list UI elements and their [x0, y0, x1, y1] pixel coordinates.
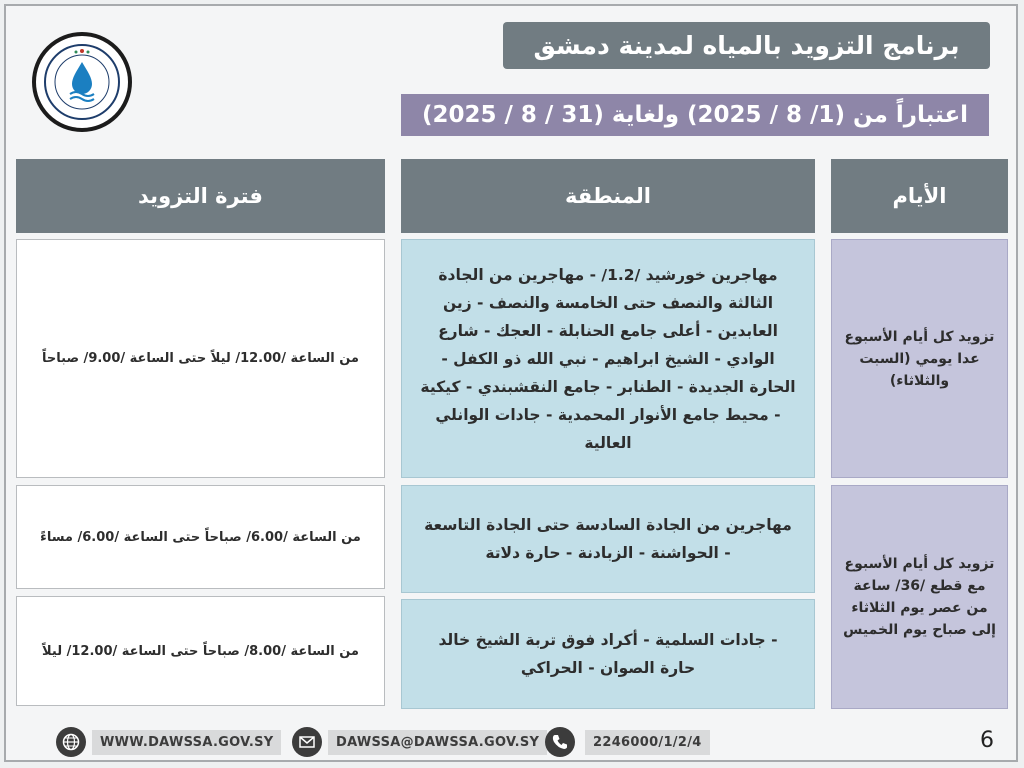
area-cell-1: مهاجرين خورشيد /1.2/ - مهاجرين من الجادة الثالثة والنصف حتى الخامسة والنصف - زين العابدين - أعلى جامع الحنابلة - العجك - شارع الوادي - الشيخ ابراهيم - نبي الله ذو الكفل - الحارة الجديدة - الطنابر - جامع النقشبندي - كيكية - محيط جامع الأنوار المحمدية - جادات الوانلي العالية [401, 239, 815, 478]
phone-icon [545, 727, 575, 757]
period-cell-1: من الساعة /12.00/ ليلاً حتى الساعة /9.00/ صباحاً [16, 239, 385, 478]
period-cell-3: من الساعة /8.00/ صباحاً حتى الساعة /12.00/ ليلاً [16, 596, 385, 706]
footer-email [292, 727, 547, 757]
header-area: المنطقة [401, 159, 815, 233]
days-cell-1: تزويد كل أيام الأسبوع عدا يومي (السبت والثلاثاء) [831, 239, 1008, 478]
envelope-icon [292, 727, 322, 757]
date-range-subtitle: اعتباراً من (1/ 8 / 2025) ولغاية (31 / 8 / 2025) [401, 94, 989, 136]
website-link[interactable]: WWW.DAWSSA.GOV.SY [92, 730, 281, 755]
header-period: فترة التزويد [16, 159, 385, 233]
days-cell-2: تزويد كل أيام الأسبوع مع قطع /36/ ساعة من عصر يوم الثلاثاء إلى صباح يوم الخميس [831, 485, 1008, 709]
footer-website [56, 727, 281, 757]
phone-number: 2246000/1/2/4 [585, 730, 710, 755]
footer-phone [545, 727, 710, 757]
organization-logo [32, 32, 132, 132]
water-drop-seal-icon [42, 42, 122, 122]
header-days: الأيام [831, 159, 1008, 233]
page-number: 6 [980, 728, 994, 753]
email-link[interactable]: DAWSSA@DAWSSA.GOV.SY [328, 730, 547, 755]
area-cell-2: مهاجرين من الجادة السادسة حتى الجادة التاسعة - الحواشنة - الزبادنة - حارة دلاتة [401, 485, 815, 593]
globe-icon [56, 727, 86, 757]
period-cell-2: من الساعة /6.00/ صباحاً حتى الساعة /6.00/ مساءً [16, 485, 385, 589]
area-cell-3: - جادات السلمية - أكراد فوق تربة الشيخ خالد حارة الصوان - الحراكي [401, 599, 815, 709]
page-title: برنامج التزويد بالمياه لمدينة دمشق [503, 22, 990, 69]
